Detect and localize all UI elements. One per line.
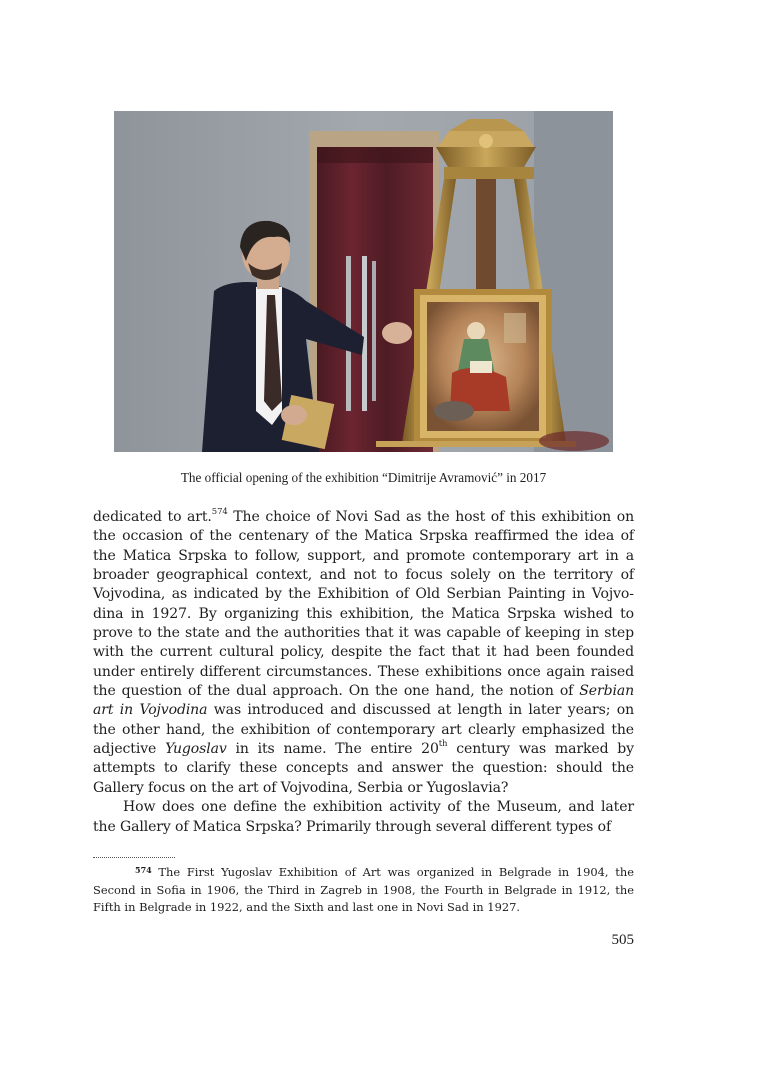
paragraph-2: How does one define the exhibition activity of the Museum, and later the Gallery of Matica Srpska? Primarily through several different types of — [93, 799, 634, 835]
emphasis-yugoslav: Yugoslav — [165, 741, 227, 758]
text-segment: was introduced and discussed at length in later years; on the other hand, the exhibition of contemporary art clearly emphasized the adjective — [93, 702, 634, 758]
ordinal-suffix: th — [438, 739, 448, 750]
emphasis-serbian-art: Serbian art in Vojvodina — [93, 683, 634, 719]
footnote-separator — [93, 857, 175, 858]
figure-caption: The official opening of the exhibition “Dimitrije Avramović” in 2017 — [180, 470, 547, 485]
footnote-text: The First Yugoslav Exhibition of Art was organized in Belgrade in 1904, the Second in Sofia in 1906, the Third in Zagreb in 1908, the Fourth in Belgrade in 1912, the Fifth in Belgrade in 1922, and the Sixth and last one in Novi Sad in 1927. — [93, 865, 634, 915]
exhibition-photo — [114, 111, 613, 452]
text-segment: The choice of Novi Sad as the host of this exhibition on the occasion of the centenary of the Matica Srpska reaffirmed the idea of the Matica Srpska to follow, support, and promote contemporary art in a broader geographical context, and not to focus solely on the territory of Vojvodina, as indicated by the Exhibition of Old Serbian Painting in Vojvodina in 1927. By organizing this exhibition, the Matica Srpska wished to prove to the state and the authorities that it was capable of keeping in step with the current cultural policy, despite the fact that it had been founded under entirely different circumstances. These exhibitions once again raised the question of the dual approach. On the one hand, the notion of — [93, 509, 634, 700]
body-text — [93, 508, 634, 837]
photo-illustration — [114, 111, 613, 452]
text-segment: century was marked by attempts to clarify these concepts and answer the question: should the Gallery focus on the art of Vojvodina, Serbia or Yugoslavia? — [93, 741, 634, 796]
paragraph-1 — [93, 508, 634, 798]
footnote — [93, 864, 634, 916]
footnote-reference[interactable]: 574 — [211, 507, 228, 518]
footnote-number: 574 — [135, 865, 152, 875]
text-segment: dedicated to art. — [93, 509, 212, 525]
text-segment: in its name. The entire 20 — [226, 741, 439, 758]
page-number: 505 — [611, 932, 634, 948]
